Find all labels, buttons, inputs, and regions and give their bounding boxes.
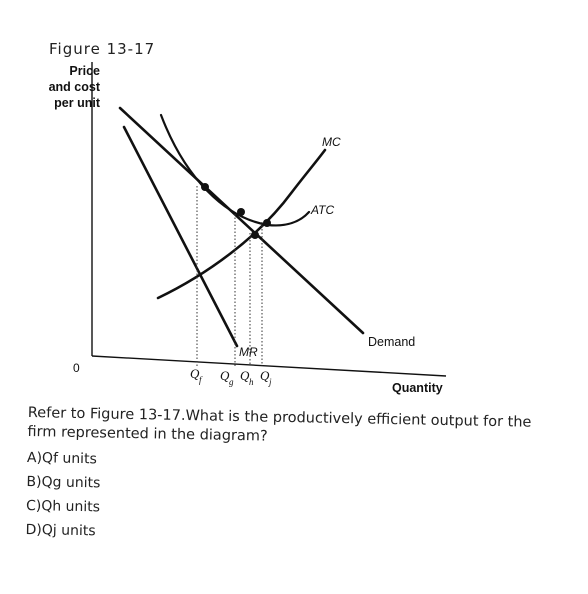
option-b[interactable]: B)Qg units (26, 473, 101, 492)
point-mr-mc (201, 183, 209, 191)
svg-text:Q: Q (260, 368, 270, 383)
svg-text:Q: Q (240, 368, 250, 383)
demand-label: Demand (368, 335, 416, 349)
point-mc-demand (251, 231, 259, 239)
answer-options (25, 446, 547, 552)
atc-curve (161, 115, 309, 225)
option-c[interactable]: C)Qh units (25, 497, 101, 516)
question-block (25, 404, 548, 552)
mr-label: MR (239, 345, 258, 359)
option-a[interactable]: A)Qf units (26, 449, 97, 468)
svg-text:Q: Q (220, 368, 230, 383)
atc-label: ATC (311, 203, 335, 217)
tick-qf (190, 366, 203, 385)
mr-curve (124, 127, 237, 346)
tick-qg (220, 368, 234, 387)
y-axis-label-line-1: Price (69, 64, 100, 78)
svg-text:h: h (249, 377, 254, 387)
svg-text:Q: Q (190, 366, 200, 381)
origin-label: 0 (73, 361, 80, 375)
question-text: Refer to Figure 13-17.What is the productively efficient output for the firm represented in the diagram? (27, 404, 532, 445)
tick-qh (240, 368, 254, 387)
y-axis-label-line-2: and cost (48, 80, 100, 94)
mc-label: MC (322, 135, 341, 149)
svg-text:j: j (269, 377, 272, 387)
y-axis-label-line-3: per unit (54, 96, 100, 110)
point-mc-atc (263, 219, 271, 227)
x-axis-label: Quantity (392, 381, 443, 395)
figure-title: Figure 13-17 (49, 40, 156, 58)
svg-text:g: g (229, 377, 234, 387)
tick-qj (260, 368, 272, 387)
option-d[interactable]: D)Qj units (25, 521, 96, 540)
svg-text:f: f (199, 375, 202, 385)
point-atc-tangent (237, 208, 245, 216)
